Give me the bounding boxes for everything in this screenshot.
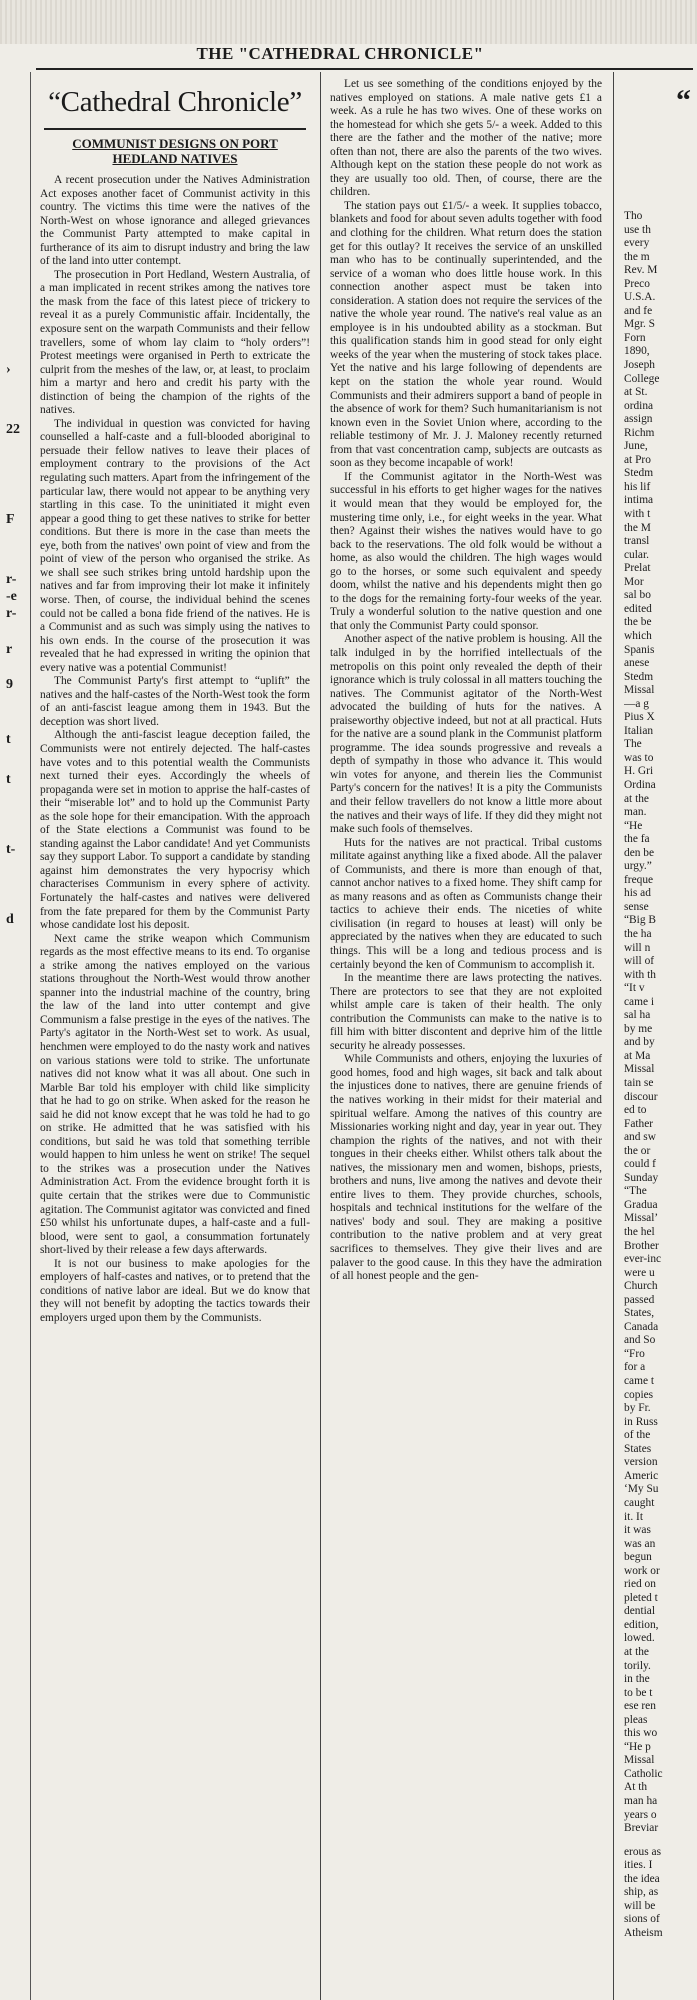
column-3-line: this wo [624,1727,658,1740]
column-3-line: Prelat [624,562,651,575]
column-3-line: pleas [624,1713,648,1726]
column-3-line: it. It [624,1510,643,1523]
column-3-line: “He [624,819,643,832]
column-3-line: “It v [624,982,645,995]
column-2 [330,78,602,1284]
column-3-line: College [624,372,660,385]
column-3-line: which [624,629,652,642]
column-3-line: Father [624,1117,654,1130]
column-3-line: ever-inc [624,1253,662,1266]
margin-fragment: 9 [6,677,13,692]
column-3-line: “Fro [624,1347,645,1360]
margin-fragment: t [6,732,11,747]
column-3-line: At th [624,1781,648,1794]
column-3-line: by Fr. [624,1402,651,1415]
adjacent-masthead-fragment: “ [676,84,691,117]
column-3-fragment [624,210,697,1940]
column-3-line: cular. [624,548,649,561]
column-3-line: Tho [624,210,643,222]
margin-fragment: r- [6,606,17,621]
column-3-line: passed [624,1293,655,1306]
column-3-line: Joseph [624,359,656,372]
column-3-line: States, [624,1307,655,1320]
column-3-line: edited [624,602,652,615]
column-3-line: —a g [624,697,649,710]
article-paragraph: Next came the strike weapon which Communism regards as the most effective means to its end. To organise a strike among the natives employed on the various stations throughout the North-West would throw another spanner into the industrial machine of the country, bring the law of the land into utter contempt and give Communism a false prestige in the eyes of the natives. The Party's agitator in the North-West set to work. As usual, henchmen were employed to do the nasty work and natives on various stations were told to strike. The unfortunate natives did not know what it was all about. One such in Marble Bar told his employer with child like simplicity that he had to go on strike. When asked for the reason he said he did not know except that he was told he had to go on strike. He admitted that he was satisfied with his conditions, but said he was told that something terrible would happen to him unless he went on strike! The sequel to the strikes was a prosecution under the Natives Administration Act. From the evidence brought forth it is quite certain that the strikes were due to Communistic agitation. The Communist agitator was convicted and fined £50 whilst his unfortunate dupes, a half-caste and a full-blood, were sent to gaol, a consummation fortunately short-lived by their release a few days afterwards. [40,932,310,1257]
column-3-line: work or [624,1564,660,1577]
column-3-line: at Pro [624,453,651,466]
column-3-line: was an [624,1537,656,1550]
column-1 [40,78,310,1325]
column-3-line: Stedm [624,670,654,683]
column-3-line: use th [624,223,651,236]
column-3-line: Richm [624,426,655,439]
column-3-line: version [624,1456,658,1469]
column-3-line: Stedm [624,467,654,480]
column-3-line: Atheism [624,1926,663,1939]
column-3-line: the m [624,250,650,263]
margin-fragment: t [6,772,11,787]
column-3-line: ordina [624,399,654,412]
column-3-line: for a [624,1361,646,1374]
column-3-line: ese ren [624,1700,656,1713]
article-paragraph: The individual in question was convicted for having counselled a half-caste and a full-blooded aboriginal to persuade their fellow natives to leave their places of employment contrary to the provisions of the Act regulating such matters. Apart from the infringement of the particular law, there would not appear to be anything very startling in this case. To the uninitiated it might even appear a good thing to get these natives to strike for better conditions. But there is more in the case than meets the eye, both from the natives' own point of view and from the point of view of the person who organised the strike. As we shall see such strikes bring untold hardship upon the natives and far from improving their lot make it infinitely worse. Then, of course, the individual behind the scenes could not be called a bona fide friend of the natives. He is a Communist and as such was simply using the natives to his own ends. In the course of the prosecution it was revealed that he had expressed in writing the opinion that every native was a potential Communist! [40,417,310,674]
column-3-line: his lif [624,480,651,493]
column-3-line: Missal [624,1063,655,1076]
margin-fragment: t- [6,842,16,857]
column-3-line: caught [624,1496,655,1509]
column-3-line: lowed. [624,1632,655,1645]
column-3-line: Brother [624,1239,659,1252]
column-3-line: was to [624,751,654,764]
running-head-rule [36,68,693,70]
column-3-line: assign [624,413,653,426]
column-3-line: it was [624,1524,651,1537]
column-3-line: ‘My Su [624,1483,659,1496]
column-3-line: urgy.” [624,860,652,873]
column-3-line: sense [624,900,649,913]
article-headline: COMMUNIST DESIGNS ON PORT HEDLAND NATIVES [72,136,278,166]
column-3-line: Canada [624,1320,659,1333]
column-3-line: at St. [624,386,648,399]
column-3-line: Mor [624,575,644,588]
column-3-line: Pius X [624,711,655,724]
column-3-line: anese [624,657,650,670]
margin-fragment: r- [6,572,17,587]
column-3-line: Missal’ [624,1212,659,1225]
column-3-line: sions of [624,1913,660,1926]
article-paragraph: In the meantime there are laws protecting the natives. There are protectors to see that they are not exploited whilst ample care is taken of their health. The only contribution the Communists can make to the native is to fill him with bitter discontent and deprive him of the little security he already possesses. [330,972,602,1052]
column-3-line: dential [624,1605,655,1618]
column-3-line: Sunday [624,1171,659,1184]
column-3-line [624,1836,697,1846]
column-3-line: at Ma [624,1049,651,1062]
column-3-line: H. Gri [624,765,654,778]
column-3-line: ities. I [624,1859,653,1872]
column-3-line: Rev. M [624,264,658,277]
page-top-edge [0,0,697,44]
column-3-line: “Big B [624,914,656,927]
column-3-line: and sw [624,1131,656,1144]
margin-fragment: › [6,362,11,377]
article-paragraph: The prosecution in Port Hedland, Western Australia, of a man implicated in recent strikes among the natives tore the mask from the face of this latest piece of trickery to reveal it as a purely Communistic affair. Incidentally, the exposure sent on the warpath Communists and their fellow travellers, some of whom lay claim to “holy orders”! Protest meetings were organised in Perth to extricate the culprit from the meshes of the law, or, at least, to proclaim him a martyr and hero and credit his party with the distinction of being the champion of the rights of the natives. [40,268,310,417]
column-3-line: could f [624,1158,656,1171]
left-margin-strip [0,72,31,2000]
column-3-line: intima [624,494,654,507]
column-3-line: man. [624,806,647,819]
column-3-line: The [624,738,642,751]
article-paragraph: Although the anti-fascist league deception failed, the Communists were not entirely dejected. The half-castes have votes and to this potential wealth the Communists next turned their eyes. Accordingly the wheels of propaganda were set in motion to apprise the half-castes of their “miserable lot” and to hold up the Communist Party as the sole hope for their emancipation. With the approach of the State elections a Communist was found to be standing against the Labor candidate! And yet Communists say they support Labor. To support a candidate by standing against him demonstrates the very hypocrisy which characterises Communism in every sphere of activity. Fortunately the half-castes and natives were delivered from the fate prepared for them by the Communist Party whose candidate lost his deposit. [40,729,310,932]
column-3-line: Spanis [624,643,655,656]
masthead-rule [44,128,306,130]
article-paragraph: Huts for the natives are not practical. Tribal customs militate against anything like a fixed abode. All the palaver of Communists, and there is more than enough of that, cannot anchor natives to a fixed home. They shift camp for as many reasons and as often as Communists change their tactics to achieve their ends. The niceties of white civilisation (in regard to houses at least) will only be appreciated by the natives when they are educated to such things. This will be a long and tedious process and is certainly beyond the ken of Communism to accomplish it. [330,836,602,971]
column-3-line: ed to [624,1104,647,1117]
column-3-line: tain se [624,1077,654,1089]
column-3-line: at the [624,1645,649,1658]
column-3-line: pleted t [624,1591,658,1604]
column-3-line: June, [624,440,648,453]
column-3-line: Catholic [624,1767,663,1780]
column-3-line: “The [624,1185,647,1198]
column-3-line: his ad [624,887,651,900]
margin-fragment: F [6,512,15,527]
column-3-line: Preco [624,277,650,290]
article-paragraph: A recent prosecution under the Natives Administration Act exposes another facet of Communist activity in this country. The victims this time were the natives of the North-West on whose ignorance and alleged grievances the Communist Party attempted to make capital in furtherance of its aim to disrupt industry and bring the law of the land into utter contempt. [40,174,310,268]
column-3-line: copies [624,1388,654,1401]
column-3-line: 1890, [624,345,650,358]
column-3-line: the idea [624,1872,660,1885]
column-3-line: freque [624,873,654,886]
column-3-line: Church [624,1280,658,1293]
column-3-line: sal ha [624,1009,651,1022]
column-3-line: in the [624,1673,650,1686]
column-1-body [40,174,310,1325]
article-paragraph: The station pays out £1/5/- a week. It supplies tobacco, blankets and food for about seven adults together with food and clothing for the children. What return does the station get for this outlay? It receives the service of an unskilled man who has to be continually superintended, and the service of a woman who does little house work. In this connection another aspect must be taken into consideration. A station does not require the services of the native the whole year round. The native's real value as an employee is in his undoubted ability as a stockman. But this qualification stands him in good stead for only eight weeks of the year when the mustering of stock takes place. Yet the native and his large following of dependents are kept on the station the whole year round. Would Communists and their admirers support a band of people in the absence of work for them? Such humanitarianism is not known even in the Soviet Union where, according to the reliable testimony of Mr. J. J. Maloney recently returned from that vast concentration camp, subjects are outcasts as soon as they become incapable of work! [330,199,602,470]
column-3-line: man ha [624,1794,658,1807]
column-3-body [624,210,697,1940]
column-3-line: den be [624,846,655,859]
column-3-line: States [624,1442,652,1455]
column-3-line: ried on [624,1578,656,1591]
article-paragraph: It is not our business to make apologies for the employers of half-castes and natives, or to pretend that the conditions of native labor are ideal. But we do know that they will not benefit by adopting the tactics towards their employers urged upon them by the Communists. [40,1257,310,1324]
column-3-line: with t [624,508,651,521]
margin-fragment: -e [6,589,17,604]
column-3-line: to be t [624,1686,653,1699]
article-paragraph: While Communists and others, enjoying the luxuries of good homes, food and high wages, sit back and talk about the injustices done to natives, there are genuine friends of the natives working in their midst for their material and spiritual welfare. Among the natives of this country are Missionaries working night and day, year in year out. They champion the rights of the natives, and not with their tongues in their cheeks either. Whilst others talk about the natives, the missionary men and women, bishops, priests, brothers and nuns, live among the natives and devote their entire lives to them. They provide churches, schools, hospitals and technical institutions for the welfare of the natives' body and soul. They are making a positive contribution to the native problem and at very great sacrifices to themselves. They give their lives and are palaver to the good cause. In this they have the admiration of all honest people and the gen- [330,1053,602,1283]
column-3-line: at the [624,792,649,805]
column-3-line: Americ [624,1469,659,1482]
column-3-line: Gradua [624,1198,658,1211]
column-3-line: edition, [624,1618,659,1631]
column-3-line: begun [624,1551,652,1564]
article-paragraph: If the Communist agitator in the North-West was successful in his efforts to get higher wages for the natives it would mean that they would be employed for, the mustering time only, i.e., for eight weeks in the year. What then? Against their wishes the natives would have to go back to the reservations. The old folk would be without a home, as also would the children. The high wages would go to the horses, or some such equivalent and speedy doom, whilst the native and his dependents might then go to the dogs for the remaining forty-four weeks of the year. Truly a wonderful solution to the native question and one that only the Communist Party could sponsor. [330,470,602,632]
column-3-line: the or [624,1144,651,1157]
column-3-line: Italian [624,724,654,737]
article-paragraph: Another aspect of the native problem is housing. All the talk indulged in by the horrified intellectuals of the metropolis on this point only revealed the depth of their ignorance which is truly colossal in all matters touching the natives. The Communist agitator of the North-West advocated the building of huts for the natives. A praiseworthy objective indeed, but not at all practical. Huts for the native are a sound plank in the Communist platform programme. The idea sounds progressive and reveals a depth of sympathy in those who advance it. This would win votes for anyone, and therein lies the Communist Party's concern for the natives! It is a pity the Communists and their fellow travellers do not know a little more about the natives and their ways of life. If they did they might not make such fools of themselves. [330,633,602,836]
article-paragraph: The Communist Party's first attempt to “uplift” the natives and the half-castes of the North-West took the form of an anti-fascist league among them in 1943. But the deception was short lived. [40,675,310,728]
column-3-line: the ha [624,927,652,940]
column-3-line: erous as [624,1845,662,1858]
column-3-line: in Russ [624,1415,658,1428]
column-3-line: sal bo [624,589,651,602]
column-3-line: the M [624,521,651,534]
column-3-line: came t [624,1375,655,1388]
column-3-line: every [624,237,650,250]
column-3-line: will n [624,941,651,954]
column-3-line: Missal [624,684,655,697]
column-3-line: with th [624,968,656,981]
column-3-line: years o [624,1808,657,1821]
column-3-line: Ordina [624,778,656,791]
column-3-line: the be [624,616,652,629]
masthead-title: “Cathedral Chronicle” [48,86,302,118]
column-3-line: Forn [624,331,646,344]
column-3-line: U.S.A. [624,291,656,304]
column-3-line: came i [624,995,655,1008]
column-3-line: transl [624,535,650,548]
column-3-line: the hel [624,1226,655,1239]
column-3-line: ship, as [624,1886,659,1899]
margin-fragment: 22 [6,422,20,437]
column-3-line: discour [624,1090,658,1103]
column-3-line: “He p [624,1740,651,1753]
column-3-line: the fa [624,833,650,846]
column-3-line: and So [624,1334,656,1347]
column-divider [320,72,321,2000]
column-3-line: were u [624,1266,655,1279]
article-paragraph: Let us see something of the conditions enjoyed by the natives employed on stations. A male native gets £1 a week. As a rule he has two wives. One of these works on the homestead for which she gets 5/- a week. Added to this there are the father and the mother of the native; more often than not, there are also the parents of the two wives. Although kept on the station these people do not work as they are usually too old. Then, of course, there are the children. [330,78,602,199]
column-3-line: will of [624,955,655,968]
column-3-line: will be [624,1899,656,1912]
column-3-line: and by [624,1036,655,1049]
column-3-line: Mgr. S [624,318,656,331]
column-3-line: Breviar [624,1822,659,1835]
running-head: THE "CATHEDRAL CHRONICLE" [196,44,484,63]
margin-fragment: d [6,912,14,927]
column-3-line: by me [624,1022,653,1035]
column-3-line: torily. [624,1659,651,1672]
margin-fragment: r [6,642,13,657]
column-3-line: of the [624,1429,651,1442]
column-2-body [330,78,602,1284]
column-3-line: Missal [624,1754,655,1767]
column-3-line: and fe [624,304,653,317]
column-divider [613,72,614,2000]
